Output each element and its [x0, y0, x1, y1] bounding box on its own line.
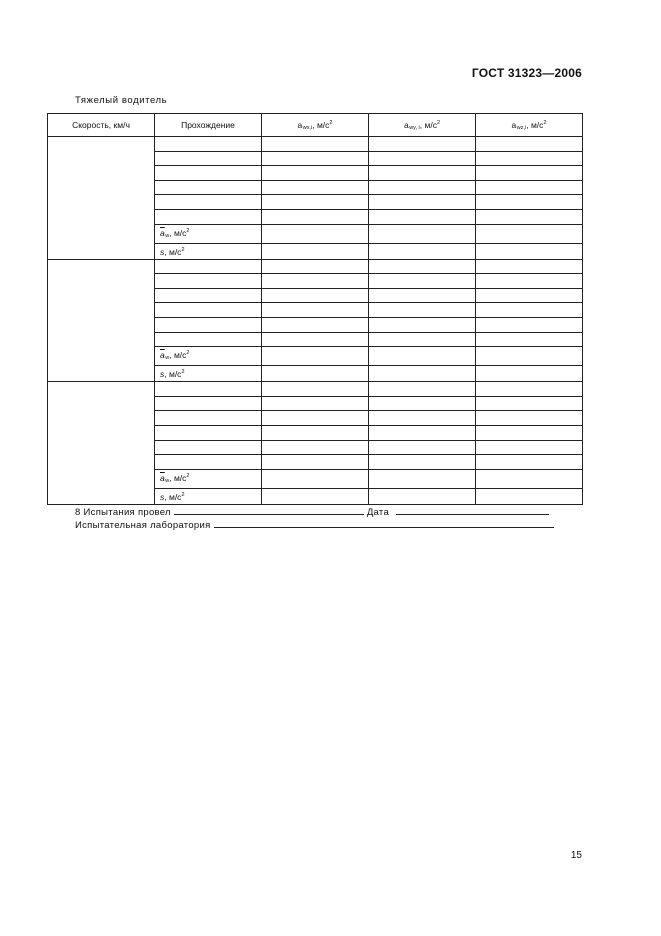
- pass-cell[interactable]: [155, 303, 262, 318]
- value-cell[interactable]: [262, 440, 369, 455]
- value-cell[interactable]: [476, 166, 583, 181]
- pass-cell[interactable]: [155, 195, 262, 210]
- value-cell[interactable]: [369, 137, 476, 152]
- pass-cell[interactable]: [155, 137, 262, 152]
- speed-cell[interactable]: [48, 259, 155, 382]
- value-cell[interactable]: [369, 366, 476, 382]
- value-cell[interactable]: [262, 288, 369, 303]
- value-cell[interactable]: [369, 274, 476, 289]
- pass-cell[interactable]: [155, 411, 262, 426]
- value-cell[interactable]: [369, 195, 476, 210]
- value-cell[interactable]: [262, 303, 369, 318]
- value-cell[interactable]: [476, 366, 583, 382]
- value-cell[interactable]: [476, 440, 583, 455]
- value-cell[interactable]: [369, 396, 476, 411]
- value-cell[interactable]: [369, 469, 476, 488]
- value-cell[interactable]: [369, 347, 476, 366]
- value-cell[interactable]: [262, 347, 369, 366]
- value-cell[interactable]: [476, 411, 583, 426]
- header-ax-sub: wx,i: [302, 124, 313, 131]
- pass-cell[interactable]: [155, 440, 262, 455]
- mean-exp: 2: [186, 227, 190, 234]
- sd-exp: 2: [181, 491, 185, 498]
- value-cell[interactable]: [476, 425, 583, 440]
- value-cell[interactable]: [369, 180, 476, 195]
- value-cell[interactable]: [476, 469, 583, 488]
- lab-name-line[interactable]: [214, 519, 554, 528]
- value-cell[interactable]: [262, 166, 369, 181]
- sd-label: [155, 243, 262, 259]
- value-cell[interactable]: [369, 151, 476, 166]
- value-cell[interactable]: [369, 382, 476, 397]
- value-cell[interactable]: [262, 317, 369, 332]
- value-cell[interactable]: [476, 274, 583, 289]
- pass-cell[interactable]: [155, 259, 262, 274]
- value-cell[interactable]: [369, 488, 476, 504]
- value-cell[interactable]: [369, 303, 476, 318]
- value-cell[interactable]: [476, 137, 583, 152]
- value-cell[interactable]: [262, 396, 369, 411]
- header-row: [48, 114, 583, 137]
- value-cell[interactable]: [476, 151, 583, 166]
- sd-unit: , м/с: [164, 246, 182, 257]
- header-ax-base: a: [297, 119, 303, 130]
- mean-label: [155, 347, 262, 366]
- value-cell[interactable]: [476, 180, 583, 195]
- value-cell[interactable]: [369, 288, 476, 303]
- value-cell[interactable]: [262, 243, 369, 259]
- sd-exp: 2: [181, 246, 185, 253]
- mean-symbol: $\overline{a}$: [160, 227, 165, 238]
- header-ay: [369, 114, 476, 137]
- footer-tester-label: 8 Испытания провел: [75, 507, 171, 518]
- value-cell[interactable]: [369, 166, 476, 181]
- value-cell[interactable]: [262, 469, 369, 488]
- standard-code: ГОСТ 31323—2006: [471, 66, 582, 80]
- footer-line-lab: [75, 519, 554, 531]
- speed-cell[interactable]: [48, 382, 155, 505]
- table-body: [48, 137, 583, 505]
- value-cell[interactable]: [369, 317, 476, 332]
- value-cell[interactable]: [262, 137, 369, 152]
- mean-unit: , м/с: [169, 350, 187, 361]
- value-cell[interactable]: [476, 195, 583, 210]
- value-cell[interactable]: [369, 332, 476, 347]
- value-cell[interactable]: [262, 224, 369, 243]
- pass-cell[interactable]: [155, 209, 262, 224]
- table-row: [48, 259, 583, 274]
- value-cell[interactable]: [369, 440, 476, 455]
- mean-label: [155, 469, 262, 488]
- header-ay-unit: , м/с: [419, 119, 437, 130]
- date-line[interactable]: [396, 506, 549, 515]
- value-cell[interactable]: [476, 347, 583, 366]
- value-cell[interactable]: [262, 151, 369, 166]
- table-caption: Тяжелый водитель: [75, 95, 168, 106]
- pass-cell[interactable]: [155, 180, 262, 195]
- header-ax: [262, 114, 369, 137]
- mean-exp: 2: [186, 350, 190, 357]
- tester-signature-line[interactable]: [174, 506, 364, 515]
- sd-label: [155, 366, 262, 382]
- value-cell[interactable]: [476, 243, 583, 259]
- value-cell[interactable]: [476, 303, 583, 318]
- pass-cell[interactable]: [155, 332, 262, 347]
- header-ay-exp: 2: [436, 119, 441, 126]
- header-az: [476, 114, 583, 137]
- value-cell[interactable]: [476, 224, 583, 243]
- sd-symbol: s: [160, 369, 165, 380]
- header-az-exp: 2: [543, 119, 547, 126]
- pass-cell[interactable]: [155, 317, 262, 332]
- table-row: [48, 382, 583, 397]
- value-cell[interactable]: [262, 259, 369, 274]
- value-cell[interactable]: [262, 195, 369, 210]
- mean-sub: w: [165, 232, 170, 239]
- value-cell[interactable]: [262, 209, 369, 224]
- footer-lab-label: Испытательная лаборатория: [75, 520, 211, 531]
- footer-line-tester: [75, 506, 549, 518]
- value-cell[interactable]: [369, 224, 476, 243]
- value-cell[interactable]: [369, 425, 476, 440]
- pass-cell[interactable]: [155, 425, 262, 440]
- value-cell[interactable]: [369, 259, 476, 274]
- page-number: 15: [570, 850, 582, 861]
- value-cell[interactable]: [476, 396, 583, 411]
- value-cell[interactable]: [369, 411, 476, 426]
- value-cell[interactable]: [262, 488, 369, 504]
- footer-date-label: Дата: [366, 507, 390, 518]
- value-cell[interactable]: [476, 259, 583, 274]
- pass-cell[interactable]: [155, 274, 262, 289]
- mean-sub: w: [165, 477, 170, 484]
- mean-sub: w: [165, 355, 170, 362]
- mean-symbol: $\overline{a}$: [160, 472, 165, 483]
- value-cell[interactable]: [476, 455, 583, 470]
- value-cell[interactable]: [369, 455, 476, 470]
- mean-exp: 2: [186, 472, 190, 479]
- header-ax-exp: 2: [329, 119, 333, 126]
- value-cell[interactable]: [262, 274, 369, 289]
- value-cell[interactable]: [476, 332, 583, 347]
- header-az-unit: , м/с: [526, 119, 544, 130]
- mean-unit: , м/с: [169, 472, 187, 483]
- header-ay-base: a: [403, 119, 409, 130]
- pass-cell[interactable]: [155, 396, 262, 411]
- mean-label: [155, 224, 262, 243]
- header-ax-unit: , м/с: [312, 119, 330, 130]
- value-cell[interactable]: [476, 209, 583, 224]
- value-cell[interactable]: [476, 488, 583, 504]
- value-cell[interactable]: [262, 382, 369, 397]
- value-cell[interactable]: [262, 455, 369, 470]
- sd-label: [155, 488, 262, 504]
- speed-cell[interactable]: [48, 137, 155, 260]
- sd-exp: 2: [181, 369, 185, 376]
- sd-symbol: s: [160, 491, 165, 502]
- value-cell[interactable]: [369, 209, 476, 224]
- measurement-table: [47, 113, 583, 505]
- header-az-sub: wz,i: [516, 124, 527, 131]
- header-ay-sub: wy, i: [409, 124, 420, 131]
- sd-unit: , м/с: [164, 369, 182, 380]
- sd-symbol: s: [160, 246, 165, 257]
- value-cell[interactable]: [262, 366, 369, 382]
- value-cell[interactable]: [262, 180, 369, 195]
- value-cell[interactable]: [262, 425, 369, 440]
- pass-cell[interactable]: [155, 455, 262, 470]
- pass-cell[interactable]: [155, 151, 262, 166]
- value-cell[interactable]: [476, 288, 583, 303]
- value-cell[interactable]: [262, 411, 369, 426]
- mean-unit: , м/с: [169, 227, 187, 238]
- header-pass: Прохождение: [155, 114, 262, 137]
- header-az-base: a: [511, 119, 517, 130]
- pass-cell[interactable]: [155, 288, 262, 303]
- value-cell[interactable]: [476, 317, 583, 332]
- mean-symbol: $\overline{a}$: [160, 350, 165, 361]
- header-speed: Скорость, км/ч: [48, 114, 155, 137]
- table-row: [48, 137, 583, 152]
- pass-cell[interactable]: [155, 166, 262, 181]
- sd-unit: , м/с: [164, 491, 182, 502]
- value-cell[interactable]: [369, 243, 476, 259]
- value-cell[interactable]: [476, 382, 583, 397]
- value-cell[interactable]: [262, 332, 369, 347]
- pass-cell[interactable]: [155, 382, 262, 397]
